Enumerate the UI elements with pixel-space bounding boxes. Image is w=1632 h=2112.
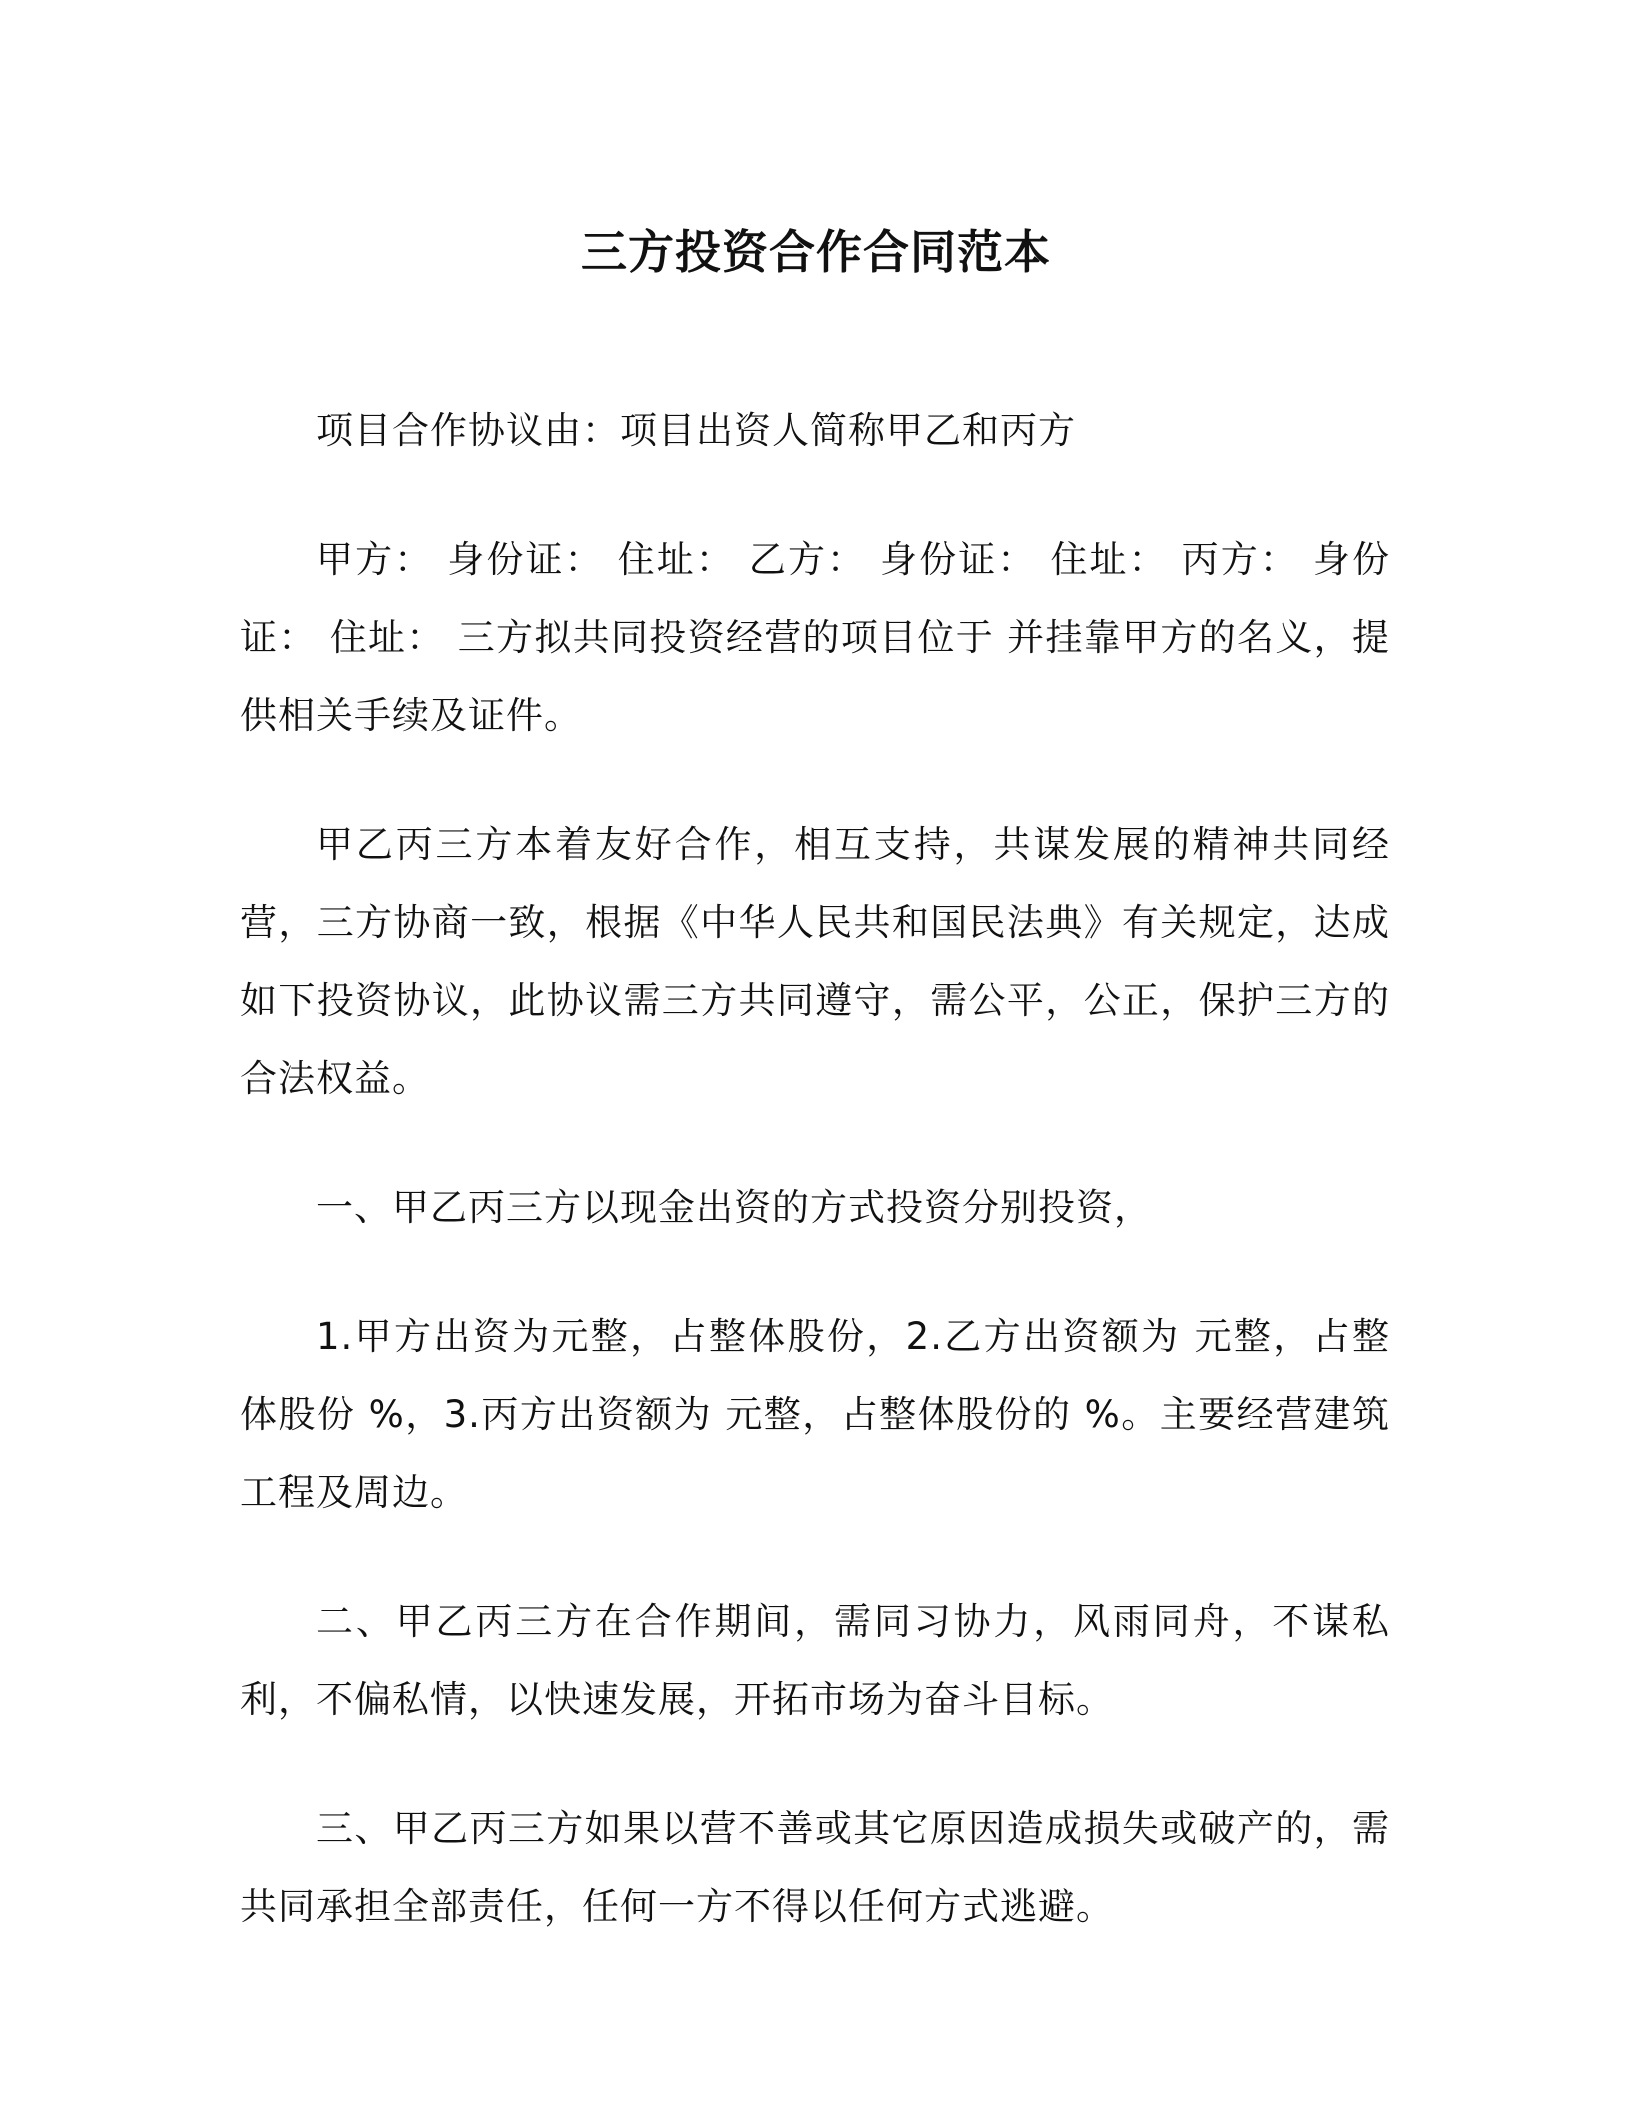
paragraph-parties: 甲方： 身份证： 住址： 乙方： 身份证： 住址： 丙方： 身份证： 住址： 三方拟共同投资经营的项目位于 并挂靠甲方的名义，提供相关手续及证件。 — [240, 538, 1390, 737]
clause-1-details: 1.甲方出资为元整，占整体股份，2.乙方出资额为 元整，占整体股份 %，3.丙方出资额为 元整，占整体股份的 %。主要经营建筑工程及周边。 — [240, 1315, 1390, 1514]
document-title: 三方投资合作合同范本 — [581, 225, 1051, 279]
paragraph-intro: 项目合作协议由：项目出资人简称甲乙和丙方 — [316, 409, 1076, 452]
clause-2: 二、甲乙丙三方在合作期间，需同习协力，风雨同舟，不谋私利，不偏私情，以快速发展，开拓市场为奋斗目标。 — [240, 1600, 1390, 1721]
clause-1-heading: 一、甲乙丙三方以现金出资的方式投资分别投资， — [316, 1186, 1152, 1229]
paragraph-principles: 甲乙丙三方本着友好合作，相互支持，共谋发展的精神共同经营，三方协商一致，根据《中华人民共和国民法典》有关规定，达成如下投资协议，此协议需三方共同遵守，需公平，公正，保护三方的合法权益。 — [240, 823, 1390, 1100]
clause-3: 三、甲乙丙三方如果以营不善或其它原因造成损失或破产的，需共同承担全部责任，任何一方不得以任何方式逃避。 — [240, 1807, 1390, 1928]
document-body — [240, 392, 1390, 1997]
